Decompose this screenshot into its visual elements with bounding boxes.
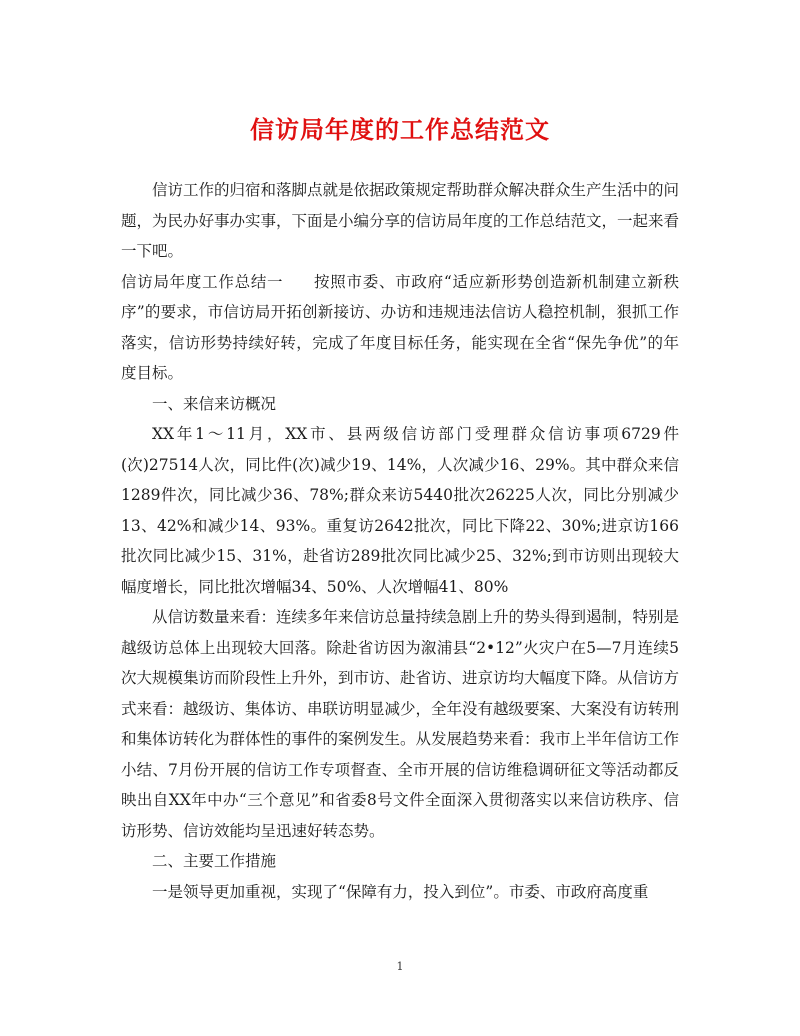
analysis-paragraph: 从信访数量来看：连续多年来信访总量持续急剧上升的势头得到遏制，特别是越级访总体上出现较大回落。除赴省访因为溆浦县“2•12”火灾户在5—7月连续5次大规模集访而阶段性上升外，到市访、赴省访、进京访均大幅度下降。从信访方式来看：越级访、集体访、串联访明显减少，全年没有越级要案、大案没有访转刑和集体访转化为群体性的事件的案例发生。从发展趋势来看：我市上半年信访工作小结、7月份开展的信访工作专项督查、全市开展的信访维稳调研征文等活动都反映出自XX年中办“三个意见”和省委8号文件全面深入贯彻落实以来信访秩序、信访形势、信访效能均呈迅速好转态势。	[121, 608, 680, 840]
statistics-paragraph: XX年1～11月，XX市、县两级信访部门受理群众信访事项6729件(次)27514人次，同比件(次)减少19、14%，人次减少16、29%。其中群众来信1289件次，同比减少36、78%;群众来访5440批次26225人次，同比分别减少13、42%和减少14、93%。重复访2642批次，同比下降22、30%;进京访166批次同比减少15、31%，赴省访289批次同比减少25、32%;到市访则出现较大幅度增长，同比批次增幅34、50%、人次增幅41、80%	[121, 425, 679, 596]
document-title: 信访局年度的工作总结范文	[250, 115, 550, 144]
heading-overview: 一、来信来访概况	[152, 394, 277, 413]
section-label: 信访局年度工作总结一	[121, 272, 284, 291]
intro-paragraph: 信访工作的归宿和落脚点就是依据政策规定帮助群众解决群众生产生活中的问题，为民办好事办实事，下面是小编分享的信访局年度的工作总结范文，一起来看一下吧。	[121, 181, 680, 260]
section-paragraph	[121, 267, 679, 389]
section-text: 按照市委、市政府“适应新形势创造新机制建立新秩序”的要求，市信访局开拓创新接访、办访和违规违法信访人稳控机制，狠抓工作落实，信访形势持续好转，完成了年度目标任务，能实现在全省“保先争优”的年度目标。	[121, 272, 679, 382]
heading-measures: 二、主要工作措施	[152, 852, 277, 870]
measures-paragraph: 一是领导更加重视，实现了“保障有力，投入到位”。市委、市政府高度重	[152, 882, 649, 901]
document-body	[121, 175, 679, 907]
page-number: 1	[396, 960, 404, 973]
